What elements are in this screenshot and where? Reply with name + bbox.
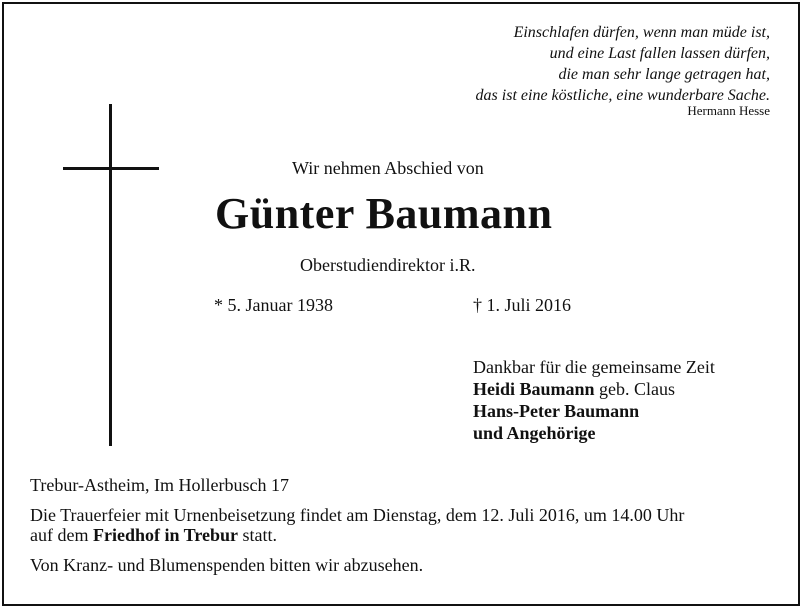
quote-line: und eine Last fallen lassen dürfen, xyxy=(549,45,770,62)
death-date: † 1. Juli 2016 xyxy=(473,295,572,315)
mourner-2: Hans-Peter Baumann xyxy=(473,401,640,421)
thanks-line: Dankbar für die gemeinsame Zeit xyxy=(473,357,715,377)
deceased-title: Oberstudiendirektor i.R. xyxy=(300,255,476,275)
mourner-3: und Angehörige xyxy=(473,423,596,443)
quote-author: Hermann Hesse xyxy=(687,103,770,118)
flowers-note: Von Kranz- und Blumenspenden bitten wir abzusehen. xyxy=(30,555,424,575)
funeral-info: Die Trauerfeier mit Urnenbeisetzung findet am Dienstag, dem 12. Juli 2016, um 14.00 Uhr auf dem Friedhof in Trebur statt. xyxy=(30,505,685,545)
intro-text: Wir nehmen Abschied von xyxy=(292,158,484,178)
quote-line: das ist eine köstliche, eine wunderbare Sache. xyxy=(475,87,770,104)
mourners xyxy=(473,356,715,444)
cross-icon-bar xyxy=(63,167,159,170)
deceased-name: Günter Baumann xyxy=(215,189,553,238)
address: Trebur-Astheim, Im Hollerbusch 17 xyxy=(30,475,289,495)
quote-line: die man sehr lange getragen hat, xyxy=(558,66,770,83)
quote xyxy=(476,22,770,106)
quote-line: Einschlafen dürfen, wenn man müde ist, xyxy=(513,24,770,41)
birth-date: * 5. Januar 1938 xyxy=(214,295,333,315)
cross-icon xyxy=(109,104,112,446)
mourner-1: Heidi Baumann geb. Claus xyxy=(473,379,676,399)
